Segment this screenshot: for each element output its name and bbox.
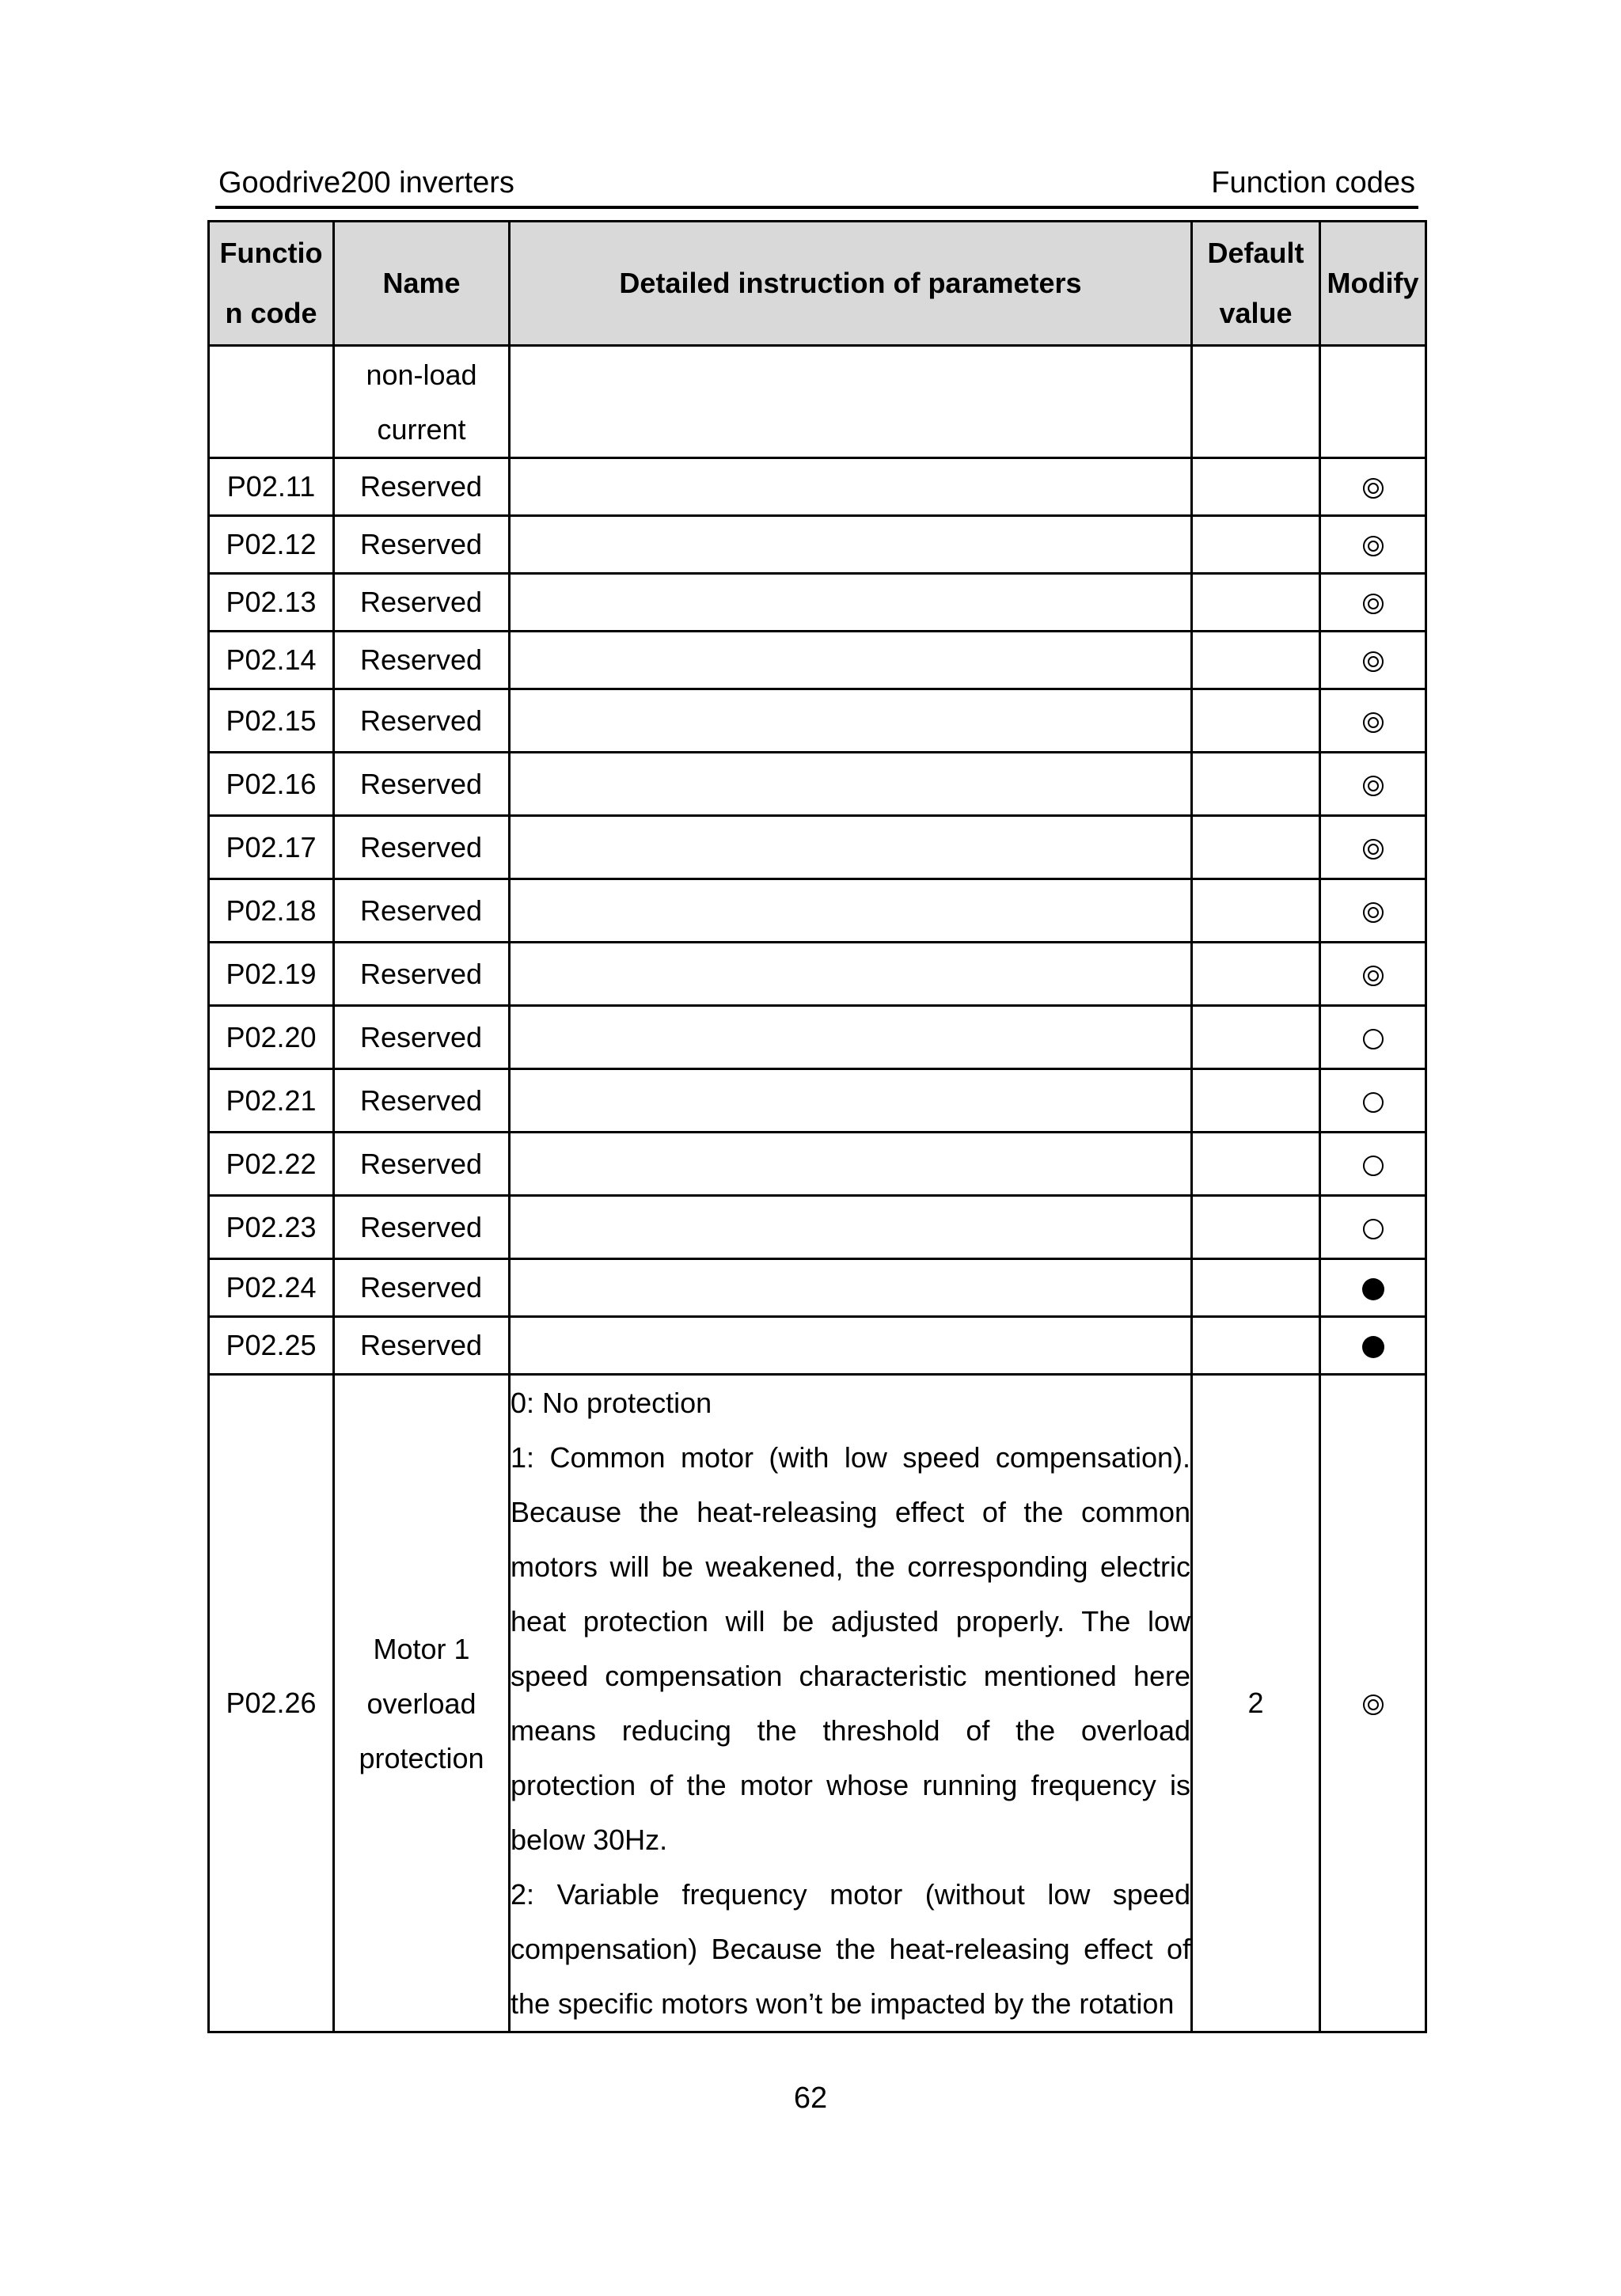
cell-detail	[510, 1133, 1192, 1196]
cell-detail	[510, 943, 1192, 1006]
double-circle-icon	[1363, 966, 1384, 986]
double-circle-icon	[1363, 902, 1384, 923]
cell-modify	[1320, 1006, 1426, 1069]
cell-detail	[510, 458, 1192, 516]
cell-name: Reserved	[334, 753, 510, 816]
name-line: non-load	[366, 358, 477, 391]
table-row	[209, 1375, 1426, 2032]
cell-name: Reserved	[334, 1069, 510, 1133]
column-header-name: Name	[334, 222, 510, 346]
cell-default	[1192, 458, 1320, 516]
table-row	[209, 943, 1426, 1006]
cell-name: Reserved	[334, 574, 510, 632]
page-number: 62	[793, 2082, 828, 2115]
cell-default	[1192, 753, 1320, 816]
table-row	[209, 346, 1426, 458]
page-header	[215, 161, 1418, 209]
cell-default	[1192, 1006, 1320, 1069]
cell-default	[1192, 516, 1320, 574]
cell-name: Reserved	[334, 516, 510, 574]
double-circle-icon	[1363, 594, 1384, 614]
cell-default	[1192, 1259, 1320, 1317]
cell-default: 2	[1192, 1375, 1320, 2032]
table-row	[209, 1133, 1426, 1196]
cell-code: P02.22	[209, 1133, 334, 1196]
header-section: Function codes	[1211, 166, 1415, 199]
cell-code: P02.25	[209, 1317, 334, 1375]
cell-modify	[1320, 943, 1426, 1006]
cell-detail	[510, 516, 1192, 574]
cell-detail	[510, 1196, 1192, 1259]
cell-modify	[1320, 1375, 1426, 2032]
table-row	[209, 632, 1426, 689]
open-circle-icon	[1363, 1156, 1384, 1176]
column-header-default: Default value	[1192, 222, 1320, 346]
cell-detail	[510, 346, 1192, 458]
cell-code: P02.20	[209, 1006, 334, 1069]
double-circle-icon	[1363, 776, 1384, 796]
cell-name: Reserved	[334, 879, 510, 943]
cell-modify	[1320, 689, 1426, 753]
cell-default	[1192, 1317, 1320, 1375]
cell-modify	[1320, 1133, 1426, 1196]
cell-modify	[1320, 753, 1426, 816]
cell-modify	[1320, 1259, 1426, 1317]
cell-name: Reserved	[334, 943, 510, 1006]
cell-detail	[510, 632, 1192, 689]
table-row	[209, 879, 1426, 943]
table-row	[209, 1069, 1426, 1133]
cell-modify	[1320, 574, 1426, 632]
table-row	[209, 1006, 1426, 1069]
cell-default	[1192, 879, 1320, 943]
header-product: Goodrive200 inverters	[218, 166, 514, 199]
cell-name	[334, 1375, 510, 2032]
cell-detail	[510, 1259, 1192, 1317]
name-line: Motor 1	[373, 1632, 470, 1665]
cell-default	[1192, 689, 1320, 753]
cell-modify	[1320, 816, 1426, 879]
table-row	[209, 1259, 1426, 1317]
cell-modify	[1320, 1196, 1426, 1259]
cell-code: P02.23	[209, 1196, 334, 1259]
cell-name: Reserved	[334, 1259, 510, 1317]
cell-code: P02.24	[209, 1259, 334, 1317]
table-row	[209, 689, 1426, 753]
cell-code: P02.21	[209, 1069, 334, 1133]
open-circle-icon	[1363, 1219, 1384, 1239]
cell-code: P02.12	[209, 516, 334, 574]
double-circle-icon	[1363, 839, 1384, 860]
name-line: overload	[366, 1687, 476, 1720]
cell-detail	[510, 689, 1192, 753]
cell-detail	[510, 753, 1192, 816]
double-circle-icon	[1363, 536, 1384, 556]
cell-name: Reserved	[334, 816, 510, 879]
name-line: current	[377, 412, 466, 446]
cell-default	[1192, 346, 1320, 458]
cell-default	[1192, 632, 1320, 689]
open-circle-icon	[1363, 1029, 1384, 1049]
column-header-detail: Detailed instruction of parameters	[510, 222, 1192, 346]
double-circle-icon	[1363, 478, 1384, 499]
column-header-code: Functio n code	[209, 222, 334, 346]
double-circle-icon	[1363, 651, 1384, 672]
cell-name	[334, 346, 510, 458]
table-row	[209, 458, 1426, 516]
filled-circle-icon	[1362, 1278, 1384, 1300]
cell-code	[209, 346, 334, 458]
cell-detail	[510, 1006, 1192, 1069]
table-row	[209, 574, 1426, 632]
cell-modify	[1320, 458, 1426, 516]
table-row	[209, 1196, 1426, 1259]
cell-name: Reserved	[334, 1006, 510, 1069]
table-header-row	[209, 222, 1426, 346]
cell-default	[1192, 943, 1320, 1006]
cell-modify	[1320, 346, 1426, 458]
cell-default	[1192, 1133, 1320, 1196]
cell-name: Reserved	[334, 689, 510, 753]
open-circle-icon	[1363, 1092, 1384, 1113]
detail-paragraph: 2: Variable frequency motor (without low speed compensation) Because the heat-releasing effect of the specific motors won’t be impacted by the rotation	[511, 1878, 1190, 2020]
name-line: protection	[359, 1741, 484, 1774]
cell-code: P02.18	[209, 879, 334, 943]
cell-modify	[1320, 1069, 1426, 1133]
cell-code: P02.13	[209, 574, 334, 632]
table-row	[209, 516, 1426, 574]
cell-name: Reserved	[334, 1317, 510, 1375]
cell-detail	[510, 574, 1192, 632]
filled-circle-icon	[1362, 1336, 1384, 1358]
cell-name: Reserved	[334, 458, 510, 516]
cell-detail	[510, 1375, 1192, 2032]
cell-code: P02.15	[209, 689, 334, 753]
cell-default	[1192, 816, 1320, 879]
cell-default	[1192, 1196, 1320, 1259]
detail-paragraph: 1: Common motor (with low speed compensation). Because the heat-releasing effect of the common motors will be weakened, the corresponding electric heat protection will be adjusted properly. The low speed compensation characteristic mentioned here means reducing the threshold of the overload protection of the motor whose running frequency is below 30Hz.	[511, 1441, 1190, 1856]
cell-name: Reserved	[334, 632, 510, 689]
cell-modify	[1320, 1317, 1426, 1375]
cell-default	[1192, 574, 1320, 632]
cell-modify	[1320, 516, 1426, 574]
cell-detail	[510, 1317, 1192, 1375]
cell-detail	[510, 879, 1192, 943]
table-row	[209, 1317, 1426, 1375]
table-row	[209, 816, 1426, 879]
cell-detail	[510, 1069, 1192, 1133]
double-circle-icon	[1363, 712, 1384, 733]
cell-name: Reserved	[334, 1196, 510, 1259]
double-circle-icon	[1363, 1694, 1384, 1715]
cell-code: P02.14	[209, 632, 334, 689]
parameter-table	[207, 220, 1427, 2033]
cell-code: P02.11	[209, 458, 334, 516]
detail-paragraph: 0: No protection	[511, 1387, 712, 1419]
cell-modify	[1320, 879, 1426, 943]
cell-code: P02.17	[209, 816, 334, 879]
cell-code: P02.26	[209, 1375, 334, 2032]
column-header-modify: Modify	[1320, 222, 1426, 346]
cell-code: P02.19	[209, 943, 334, 1006]
cell-modify	[1320, 632, 1426, 689]
cell-default	[1192, 1069, 1320, 1133]
cell-detail	[510, 816, 1192, 879]
cell-name: Reserved	[334, 1133, 510, 1196]
cell-code: P02.16	[209, 753, 334, 816]
table-row	[209, 753, 1426, 816]
